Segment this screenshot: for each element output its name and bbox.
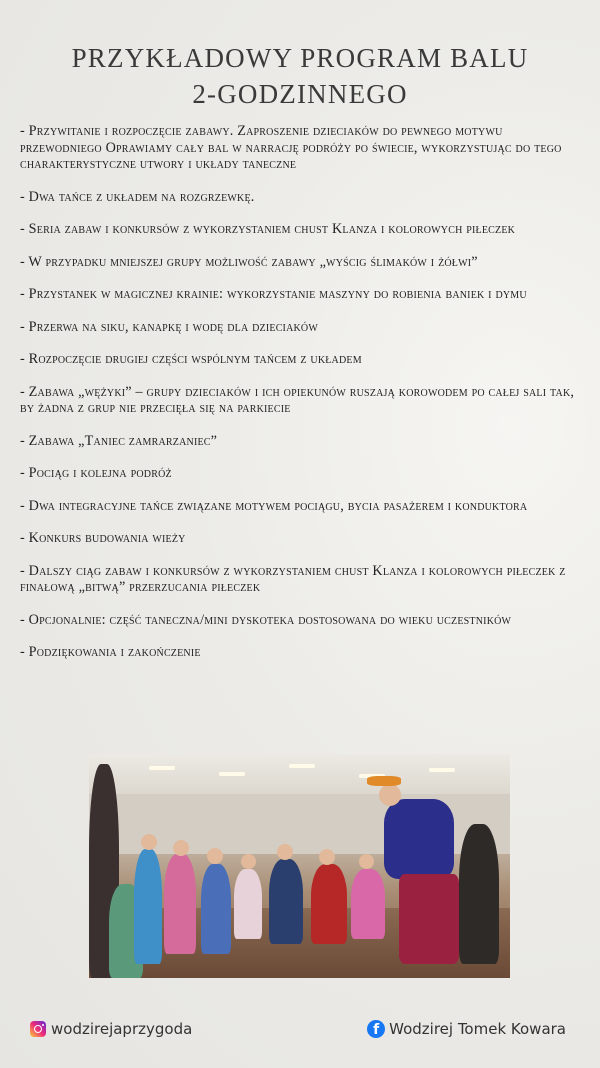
photo-child (269, 859, 303, 944)
title-line-2: 2-GODZINNEGO (192, 79, 408, 109)
program-item: - Opcjonalnie: część taneczna/mini dyskoteka dostosowana do wieku uczestników (20, 611, 512, 628)
program-list (20, 123, 586, 677)
photo-dancer-pants (399, 874, 459, 964)
facebook-icon: f (367, 1020, 385, 1038)
program-item: - Konkurs budowania wieży (20, 530, 186, 546)
program-item: - Dwa integracyjne tańce związane motywem pociągu, bycia pasażerem i konduktora (20, 497, 528, 514)
program-item: - Dwa tańce z układem na rozgrzewkę. (20, 188, 255, 205)
photo-child-head (173, 840, 189, 856)
photo-child (134, 849, 162, 964)
program-item: - W przypadku mniejszej grupy możliwość zabawy „wyścig ślimaków i żółwi” (20, 253, 478, 270)
program-item: - Przystanek w magicznej krainie: wykorzystanie maszyny do robienia baniek i dymu (20, 286, 527, 302)
photo-child-head (359, 854, 374, 869)
instagram-icon (30, 1021, 46, 1037)
photo-child (234, 869, 262, 939)
party-photo (89, 754, 510, 978)
program-item: - Zabawa „wężyki” – grupy dzieciaków i ich opiekunów ruszają korowodem po całej sali tak, by żadna z grup nie przecięła się na parkiecie (20, 383, 575, 416)
program-item: - Dalszy ciąg zabaw i konkursów z wykorzystaniem chust Klanza i kolorowych piłeczek z finałową „bitwą” przerzucania piłeczek (20, 562, 566, 595)
photo-child-head (207, 848, 223, 864)
program-item: - Podziękowania i zakończenie (20, 644, 201, 660)
photo-child-head (141, 834, 157, 850)
photo-child (164, 854, 196, 954)
photo-child-head (277, 844, 293, 860)
facebook-link[interactable] (367, 1016, 566, 1042)
photo-dancer-hat (367, 776, 401, 786)
photo-dancer-head (379, 784, 401, 806)
photo-dancer-shirt (384, 799, 454, 879)
photo-ceiling-light (289, 764, 315, 768)
program-item: - Rozpoczęcie drugiej części wspólnym tańcem z układem (20, 351, 362, 367)
page-title (0, 40, 600, 112)
photo-ceiling-light (429, 768, 455, 772)
photo-child (311, 864, 347, 944)
photo-ceiling-light (149, 766, 175, 770)
program-item: - Przywitanie i rozpoczęcie zabawy. Zaproszenie dzieciaków do pewnego motywu przewodniego Oprawiamy cały bal w narrację podróży po świecie, wykorzystując do tego charakterystyczne utwory i układy taneczne (20, 123, 562, 172)
instagram-link[interactable] (30, 1016, 192, 1042)
photo-child (201, 864, 231, 954)
photo-ceiling-light (219, 772, 245, 776)
instagram-handle: wodzirejaprzygoda (51, 1020, 193, 1038)
program-item: - Seria zabaw i konkursów z wykorzystaniem chust Klanza i kolorowych piłeczek (20, 221, 516, 237)
facebook-name: Wodzirej Tomek Kowara (389, 1020, 566, 1038)
photo-child-head (241, 854, 256, 869)
photo-adult (459, 824, 499, 964)
program-item: - Pociąg i kolejna podróż (20, 465, 172, 481)
photo-ceiling (89, 754, 510, 794)
title-line-1: PRZYKŁADOWY PROGRAM BALU (71, 43, 529, 73)
program-item: - Zabawa „Taniec zamrarzaniec” (20, 432, 218, 449)
photo-child (351, 869, 385, 939)
program-item: - Przerwa na siku, kanapkę i wodę dla dzieciaków (20, 318, 318, 335)
photo-child-head (319, 849, 335, 865)
